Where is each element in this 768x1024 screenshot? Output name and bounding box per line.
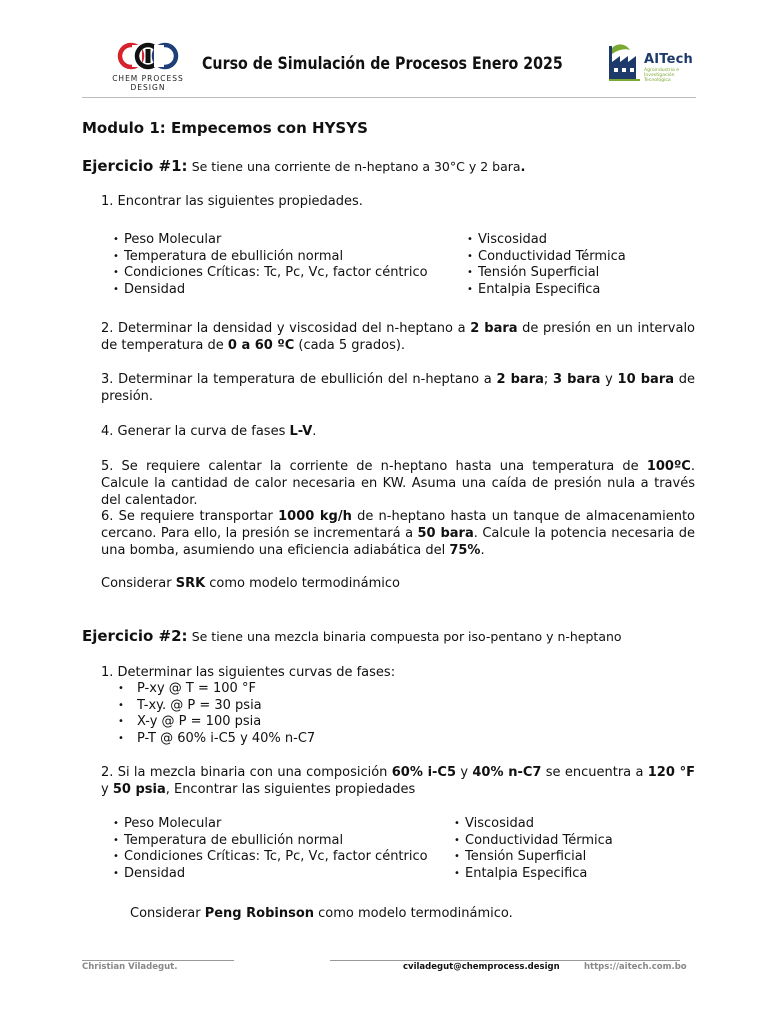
- text-run: ;: [543, 372, 553, 387]
- text-run: y: [101, 782, 113, 797]
- exercise-1-label: Ejercicio #1:: [82, 157, 188, 175]
- text-run: y: [600, 372, 618, 387]
- header-divider: [82, 97, 696, 98]
- text-run: y: [456, 765, 473, 780]
- ex1-item-5: [101, 458, 695, 509]
- module-title: Modulo 1: Empecemos con HYSYS: [82, 119, 368, 137]
- list-item: • Tensión Superficial: [454, 849, 613, 866]
- text-run: Considerar: [130, 906, 205, 921]
- ex2-properties-left: [113, 816, 428, 882]
- text-run: de presión.: [101, 372, 695, 404]
- text-run: . Calcule la potencia necesaria de una bomba, asumiendo una eficiencia adiabática del: [101, 526, 695, 558]
- text-run: como modelo termodinámico.: [314, 906, 513, 921]
- text-run: 4. Generar la curva de fases: [101, 424, 290, 439]
- ex2-properties-right: [454, 816, 613, 882]
- ex2-phase-curves: [115, 681, 315, 747]
- course-title: Curso de Simulación de Procesos Enero 2025: [202, 54, 563, 74]
- bold-run: Peng Robinson: [204, 906, 315, 921]
- list-item: • X-y @ P = 100 psia: [115, 714, 315, 731]
- bold-run: 120 °F: [647, 765, 695, 780]
- aitech-factory-icon: [606, 40, 644, 82]
- list-item: • Densidad: [113, 866, 428, 883]
- list-item: • Tensión Superficial: [467, 265, 626, 282]
- ex2-item-2: [101, 764, 695, 798]
- text-run: de n-heptano hasta un tanque de almacenamiento cercano. Para ello, la presión se incrementará a: [101, 509, 695, 541]
- text-run: .: [480, 543, 485, 558]
- footer-email-link[interactable]: cviladegut@chemprocess.design: [403, 962, 560, 972]
- ex1-item-2: [101, 320, 695, 354]
- list-item: • Entalpia Especifica: [467, 282, 626, 299]
- ex2-item-1: 1. Determinar las siguientes curvas de fases:: [101, 665, 396, 680]
- bold-run: SRK: [175, 576, 206, 591]
- text-run: 6. Se requiere transportar: [101, 509, 279, 524]
- ex1-item-4: [101, 423, 316, 440]
- bold-run: 100ºC: [646, 459, 691, 474]
- ex1-item-1: 1. Encontrar las siguientes propiedades.: [101, 194, 363, 209]
- ex2-model: [130, 905, 513, 922]
- bold-run: 0 a 60 ºC: [227, 338, 295, 353]
- bold-run: 2 bara: [470, 321, 518, 336]
- exercise-1-intro: Se tiene una corriente de n-heptano a 30°C y 2 bara: [191, 159, 521, 174]
- bold-run: 75%: [449, 543, 481, 558]
- text-run: 3. Determinar la temperatura de ebullición del n-heptano a: [101, 372, 497, 387]
- aitech-logo: [606, 40, 702, 86]
- list-item: • Conductividad Térmica: [467, 249, 626, 266]
- list-item: • P-xy @ T = 100 °F: [115, 681, 315, 698]
- text-run: 2. Si la mezcla binaria con una composición: [101, 765, 392, 780]
- brand-name: CHEM PROCESS: [112, 74, 184, 83]
- list-item: • Peso Molecular: [113, 816, 428, 833]
- text-run: se encuentra a: [541, 765, 648, 780]
- brand-sub: DESIGN: [130, 83, 166, 92]
- list-item: • Temperatura de ebullición normal: [113, 833, 428, 850]
- bold-run: 2 bara: [496, 372, 544, 387]
- ex1-item-6: [101, 508, 695, 559]
- text-run: , Encontrar las siguientes propiedades: [165, 782, 416, 797]
- text-run: de presión en un intervalo de temperatura de: [101, 321, 696, 353]
- footer-divider-right: [330, 960, 680, 961]
- list-item: • Entalpia Especifica: [454, 866, 613, 883]
- exercise-1-heading: [82, 158, 525, 176]
- bold-run: 40% n-C7: [472, 765, 542, 780]
- bold-run: 50 psia: [112, 782, 166, 797]
- exercise-1-intro-end: .: [520, 160, 526, 175]
- cpd-logo-mark-icon: [110, 42, 186, 72]
- list-item: • Densidad: [113, 282, 428, 299]
- text-run: Considerar: [101, 576, 176, 591]
- text-run: 2. Determinar la densidad y viscosidad del n-heptano a: [101, 321, 471, 336]
- bold-run: 60% i-C5: [391, 765, 457, 780]
- ex1-item-3: [101, 371, 695, 405]
- bold-run: 3 bara: [553, 372, 601, 387]
- list-item: • Temperatura de ebullición normal: [113, 249, 428, 266]
- aitech-name: AITech: [644, 52, 694, 67]
- list-item: • Peso Molecular: [113, 232, 428, 249]
- list-item: • Condiciones Críticas: Tc, Pc, Vc, factor céntrico: [113, 265, 428, 282]
- aitech-tagline: Agroindustria e Investigación Tecnológica: [644, 68, 680, 83]
- list-item: • Viscosidad: [467, 232, 626, 249]
- footer-author: Christian Viladegut.: [82, 962, 178, 972]
- bold-run: 10 bara: [617, 372, 675, 387]
- text-run: .: [312, 424, 317, 439]
- ex1-properties-left: [113, 232, 428, 298]
- text-run: como modelo termodinámico: [205, 576, 400, 591]
- text-run: . Calcule la cantidad de calor necesaria en KW. Asuma una caída de presión nula a través del calentador.: [101, 459, 695, 508]
- text-run: 5. Se requiere calentar la corriente de n-heptano hasta una temperatura de: [101, 459, 647, 474]
- exercise-2-intro: Se tiene una mezcla binaria compuesta por iso-pentano y n-heptano: [191, 629, 622, 644]
- exercise-2-label: Ejercicio #2:: [82, 627, 188, 645]
- text-run: (cada 5 grados).: [294, 338, 406, 353]
- footer-url-link[interactable]: https://aitech.com.bo: [584, 962, 687, 972]
- list-item: • Viscosidad: [454, 816, 613, 833]
- ex1-properties-right: [467, 232, 626, 298]
- ex1-model: [101, 575, 400, 592]
- exercise-2-heading: [82, 628, 622, 646]
- footer-divider-left: [82, 960, 234, 961]
- list-item: • P-T @ 60% i-C5 y 40% n-C7: [115, 731, 315, 748]
- bold-run: 50 bara: [417, 526, 474, 541]
- list-item: • T-xy. @ P = 30 psia: [115, 698, 315, 715]
- bold-run: L-V: [289, 424, 313, 439]
- chem-process-logo: [110, 42, 186, 98]
- list-item: • Conductividad Térmica: [454, 833, 613, 850]
- bold-run: 1000 kg/h: [278, 509, 352, 524]
- list-item: • Condiciones Críticas: Tc, Pc, Vc, factor céntrico: [113, 849, 428, 866]
